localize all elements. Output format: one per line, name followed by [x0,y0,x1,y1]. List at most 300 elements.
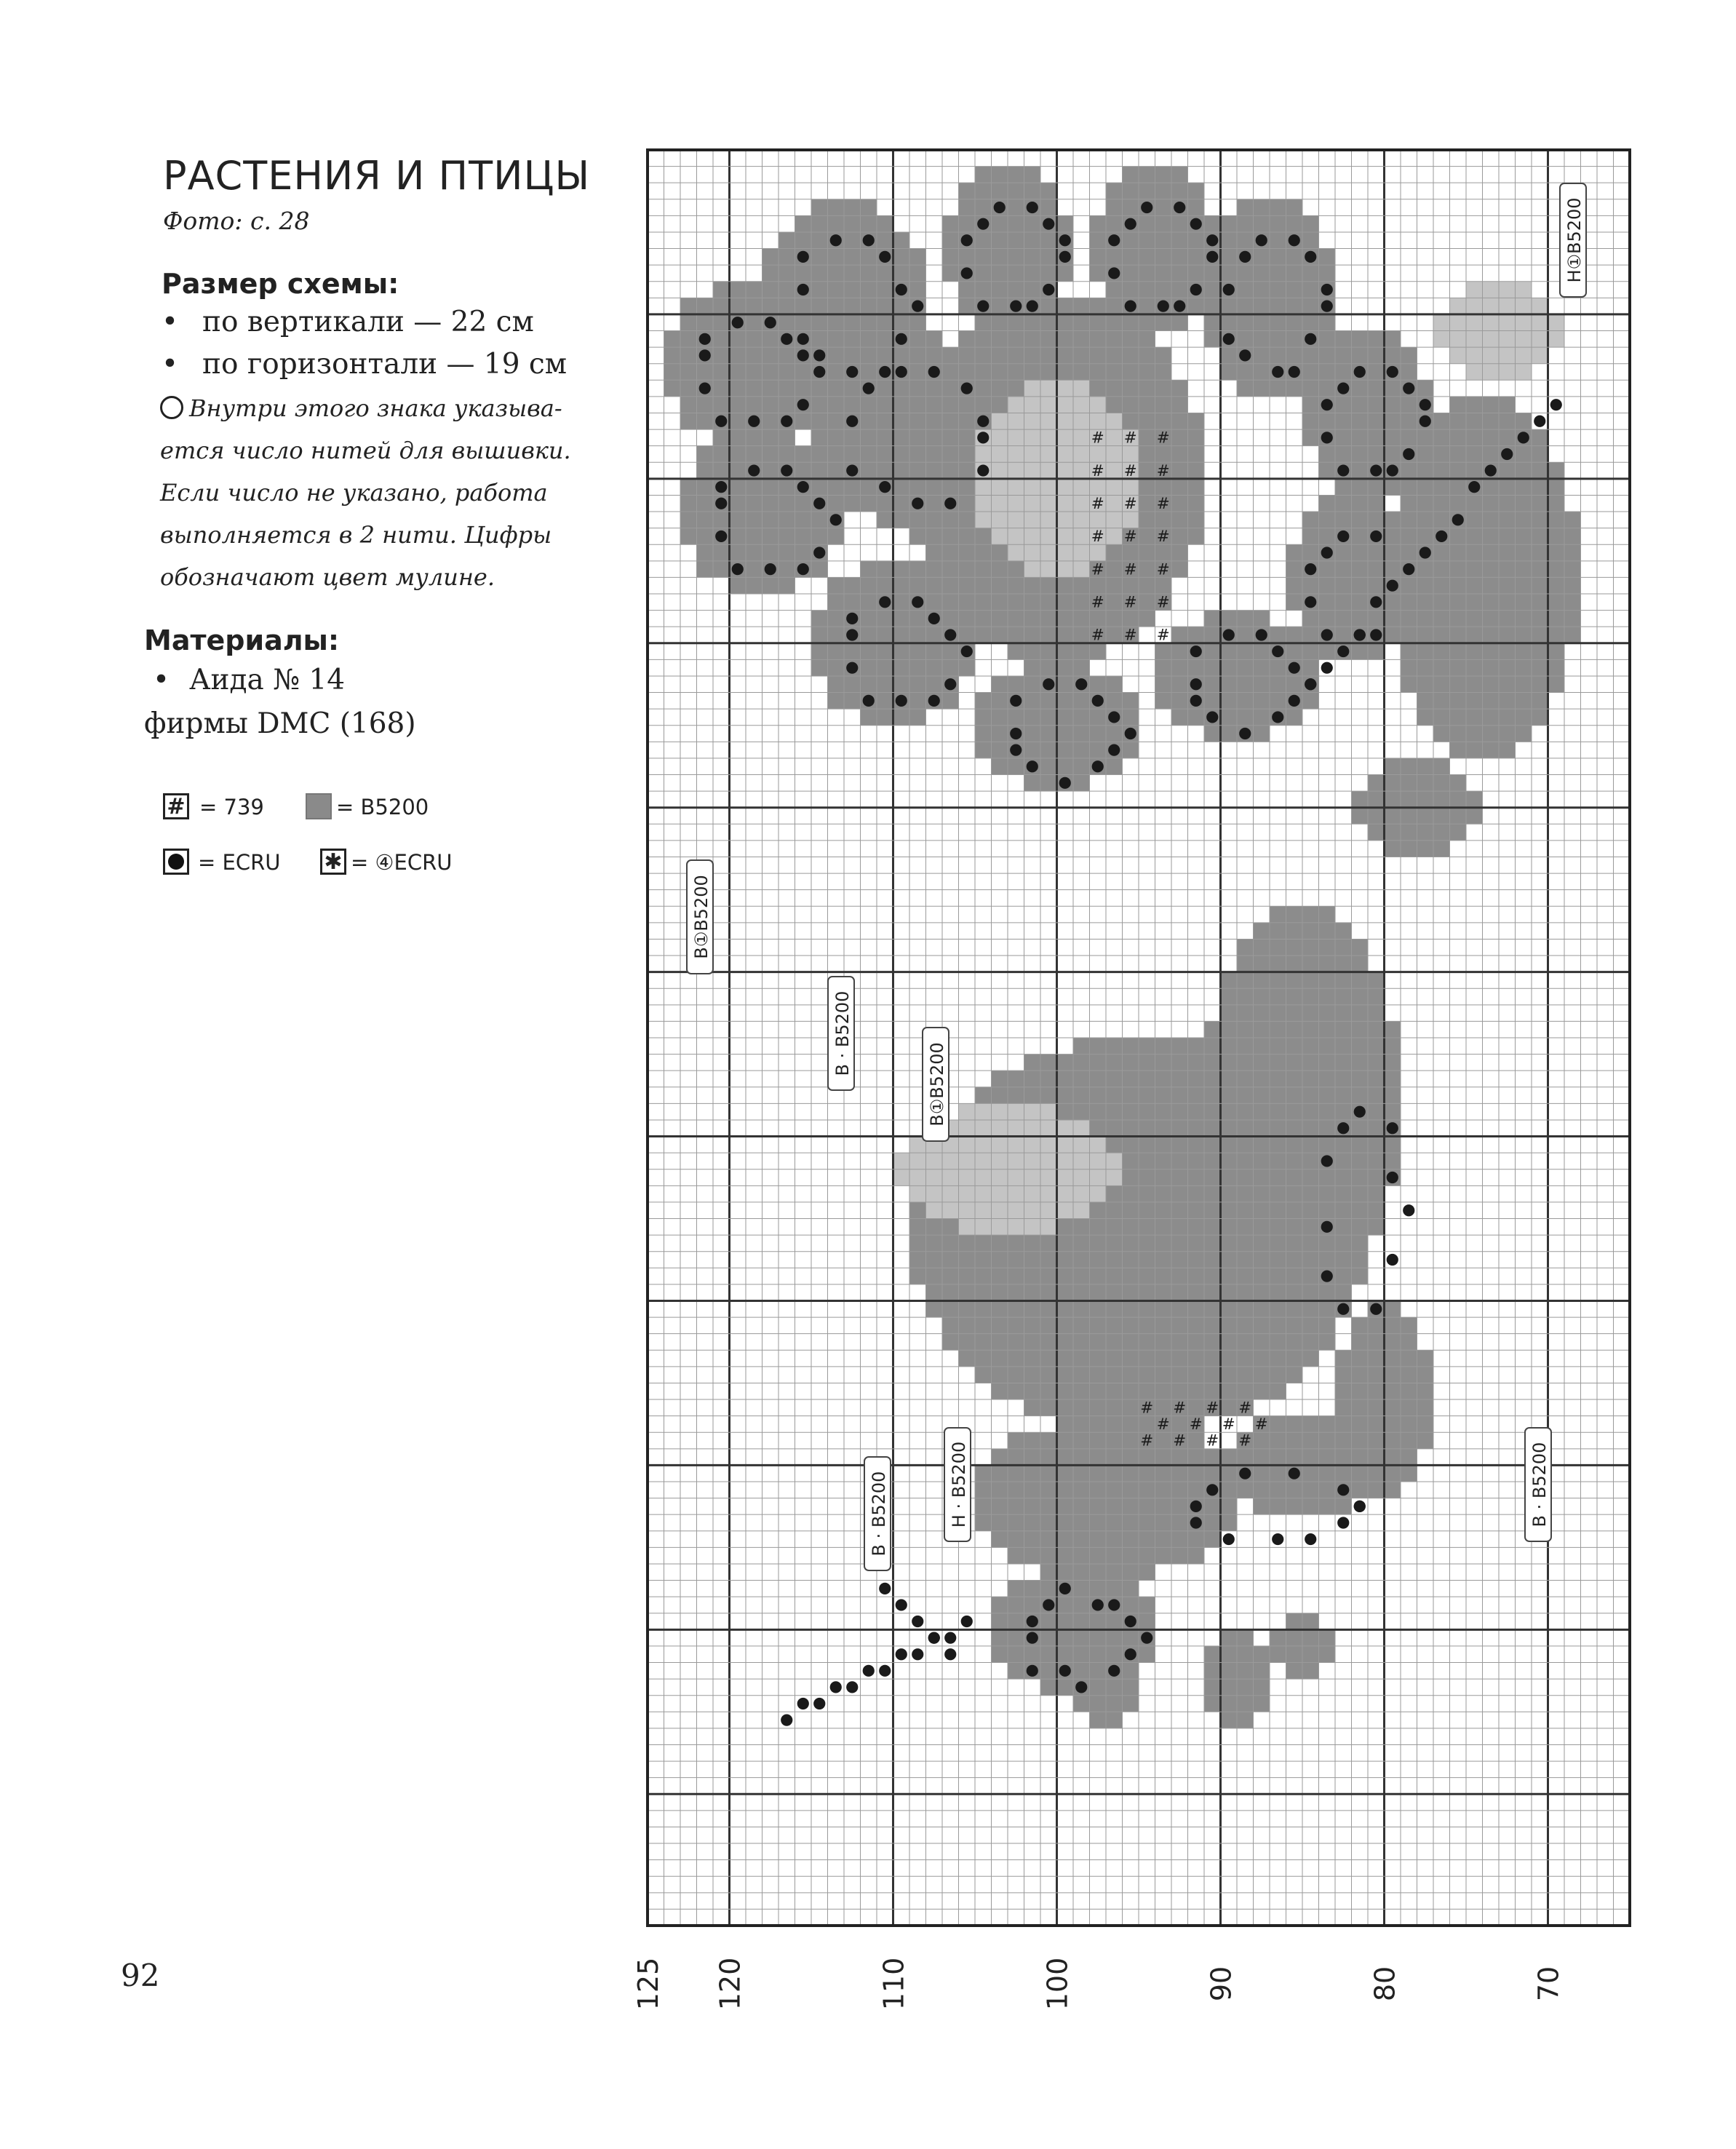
bird-body-b5200 [1270,1317,1286,1334]
bird-body-b5200 [942,1252,959,1268]
bird-body-b5200 [1106,1070,1123,1087]
petal-b5200 [1302,643,1319,660]
petal-b5200 [1254,199,1270,216]
ecru-stitch [1321,547,1333,558]
bird-body-b5200 [1106,1350,1123,1367]
bird-tail-b5200 [1073,1432,1090,1449]
callout-text: B · B5200 [832,990,853,1076]
ecru-stitch [879,596,891,608]
bird-body-b5200 [1171,1317,1188,1334]
bird-body-b5200 [1073,1350,1090,1367]
bird-wing-light [926,1169,943,1186]
leaf-b5200 [1564,544,1581,561]
bird-body-b5200 [1139,1367,1155,1383]
petal-b5200 [795,544,812,561]
berry-b5200 [1319,1629,1336,1646]
bird-tail-b5200 [1204,1498,1221,1515]
petal-b5200 [811,397,828,413]
bird-body-b5200 [1204,1185,1221,1202]
ecru-stitch [1059,251,1071,263]
petal-b5200 [1319,561,1336,578]
bird-body-b5200 [1188,1383,1205,1399]
petal-b5200 [1008,183,1024,199]
ecru-stitch [961,382,973,394]
bird-body-b5200 [1221,1284,1238,1301]
flower-center-b5200 [1171,413,1188,429]
bird-wing-light [1057,1120,1074,1137]
bird-tail-b5200 [1106,1482,1123,1498]
bird-body-b5200 [975,1367,992,1383]
flower-center-b5200 [942,462,959,479]
bird-body-b5200 [1237,1268,1254,1284]
petal-b5200 [1221,314,1238,331]
bird-wing-b5200 [1270,906,1286,923]
berry-b5200 [1254,1663,1270,1680]
bird-wing-b5200 [1237,1252,1254,1268]
flower-center-b5200 [975,594,992,611]
bird-head-b5200 [1319,1432,1336,1449]
petal-b5200 [975,183,992,199]
bird-body-b5200 [1057,1334,1074,1351]
bird-body-b5200 [1139,1153,1155,1169]
ecru-stitch [879,481,891,493]
leaf-light [1466,347,1483,364]
bird-wing-b5200 [1270,1219,1286,1236]
leaf-b5200 [1466,742,1483,758]
flower-center-light [1057,413,1074,429]
bird-wing-b5200 [1368,1103,1385,1120]
petal-b5200 [713,314,730,331]
leaf-b5200 [1564,561,1581,578]
flower-center-b5200 [1188,528,1205,545]
leaf-b5200 [1417,577,1434,594]
petal-b5200 [763,282,779,298]
petal-b5200 [1024,265,1041,282]
bird-wing-light [1008,1120,1024,1137]
bird-wing-light [992,1120,1008,1137]
flower-center-light [1073,544,1090,561]
flower-center-light [1106,512,1123,528]
bird-body-b5200 [1106,1120,1123,1137]
petal-b5200 [1024,167,1041,183]
petal-b5200 [926,577,943,594]
bird-body-b5200 [1008,1284,1024,1301]
petal-b5200 [1254,298,1270,314]
bird-neck-b5200 [1401,1416,1417,1433]
petal-b5200 [1270,347,1286,364]
bird-body-b5200 [975,1350,992,1367]
petal-b5200 [1385,331,1401,348]
bird-wing-b5200 [1286,1252,1303,1268]
bird-wing-light [926,1185,943,1202]
berry-b5200 [1073,1646,1090,1663]
petal-b5200 [1302,512,1319,528]
petal-b5200 [992,298,1008,314]
bird-body-b5200 [1204,1367,1221,1383]
ecru-stitch [961,646,973,657]
bird-tail-b5200 [1090,1564,1107,1581]
leaf-b5200 [1433,495,1450,512]
petal-b5200 [877,611,893,627]
petal-b5200 [959,249,976,266]
petal-b5200 [1171,282,1188,298]
leaf-b5200 [1433,512,1450,528]
bird-tail-b5200 [1139,1514,1155,1531]
bird-wing-b5200 [1302,1268,1319,1284]
flower-center-b5200 [1139,544,1155,561]
petal-b5200 [942,265,959,282]
flower-center-b5200 [992,611,1008,627]
flower-center-light [1073,462,1090,479]
stitch-739: # [1091,626,1104,645]
leaf-b5200 [1499,577,1516,594]
ecru-stitch [1272,646,1283,657]
petal-b5200 [1368,380,1385,397]
bird-body-b5200 [1286,1367,1303,1383]
flower-center-light [992,495,1008,512]
bird-wing-b5200 [1254,1054,1270,1071]
bird-body-b5200 [1188,1137,1205,1153]
leaf-b5200 [1417,791,1434,808]
ecru-stitch [1321,432,1333,443]
petal-b5200 [893,429,910,446]
bird-wing-b5200 [1385,1087,1401,1104]
bird-body-b5200 [1040,1350,1057,1367]
bird-body-b5200 [975,1235,992,1252]
flower-center-light [1106,495,1123,512]
leaf-b5200 [1433,462,1450,479]
petal-b5200 [1171,265,1188,282]
flower-center-b5200 [942,544,959,561]
petal-b5200 [1368,479,1385,496]
bird-wing-b5200 [1270,1103,1286,1120]
petal-b5200 [926,643,943,660]
bird-body-b5200 [1171,1383,1188,1399]
petal-b5200 [844,347,861,364]
flower-center-b5200 [1073,611,1090,627]
petal-b5200 [959,215,976,232]
petal-b5200 [893,676,910,693]
leaf-b5200 [1433,693,1450,710]
leaf-b5200 [1516,627,1532,643]
bird-wing-b5200 [1221,1185,1238,1202]
bird-wing-b5200 [1302,1202,1319,1219]
flower-center-light [1040,413,1057,429]
bird-tail-b5200 [1139,1531,1155,1548]
flower-center-light [1057,380,1074,397]
leaf-b5200 [1368,808,1385,825]
bird-wing-b5200 [1319,1235,1336,1252]
petal-b5200 [1319,249,1336,266]
ecru-stitch [1305,563,1316,575]
petal-b5200 [1188,265,1205,282]
petal-b5200 [992,232,1008,249]
petal-b5200 [1221,611,1238,627]
leaf-light [1516,298,1532,314]
petal-b5200 [877,659,893,676]
petal-b5200 [1335,331,1352,348]
leaf-b5200 [1532,429,1548,446]
berry-b5200 [1237,1629,1254,1646]
flower-center-b5200 [992,397,1008,413]
bird-body-b5200 [1040,1087,1057,1104]
petal-b5200 [1254,709,1270,726]
bird-wing-light [1040,1137,1057,1153]
petal-b5200 [1155,215,1172,232]
leaf-light [1466,282,1483,298]
ecru-stitch [1305,251,1316,263]
leaf-light [1499,347,1516,364]
leaf-b5200 [1466,709,1483,726]
bird-body-b5200 [1155,1054,1172,1071]
berry-b5200 [1090,1629,1107,1646]
callout-text: B①B5200 [691,875,712,959]
flower-center-b5200 [1171,561,1188,578]
flower-center-b5200 [1155,364,1172,381]
bird-wing-light [893,1169,910,1186]
petal-b5200 [861,676,877,693]
bird-wing-b5200 [1302,1284,1319,1301]
petal-b5200 [779,561,795,578]
flower-center-light [1057,479,1074,496]
flower-center-b5200 [959,611,976,627]
leaf-b5200 [1499,627,1516,643]
bird-tail-b5200 [1106,1416,1123,1433]
bird-wing-light [992,1103,1008,1120]
petal-b5200 [1286,331,1303,348]
petal-b5200 [713,331,730,348]
bird-body-b5200 [1057,1087,1074,1104]
bird-wing-b5200 [1335,1137,1352,1153]
bird-tail-b5200 [1123,1498,1139,1515]
ecru-stitch [944,678,956,690]
bird-body-b5200 [1024,1235,1041,1252]
ecru-stitch [1403,448,1414,460]
ecru-stitch [748,464,760,476]
ecru-stitch [1420,547,1431,558]
bird-tail-b5200 [1171,1449,1188,1466]
leaf-b5200 [1450,824,1467,841]
leaf-b5200 [1564,627,1581,643]
petal-b5200 [1237,627,1254,643]
petal-b5200 [1368,544,1385,561]
bird-wing-b5200 [1335,988,1352,1005]
flower-center-b5200 [992,364,1008,381]
bird-body-b5200 [1171,1185,1188,1202]
bird-neck-b5200 [1385,1300,1401,1317]
bird-head-b5200 [1286,1482,1303,1498]
petal-b5200 [730,479,746,496]
petal-b5200 [779,528,795,545]
petal-b5200 [828,693,845,710]
leaf-b5200 [1450,742,1467,758]
petal-b5200 [1057,659,1074,676]
bird-neck-b5200 [1401,1399,1417,1416]
bird-head-b5200 [1302,1498,1319,1515]
bird-wing-b5200 [1286,1103,1303,1120]
petal-b5200 [697,364,714,381]
petal-b5200 [811,314,828,331]
bird-head-b5200 [1254,1432,1270,1449]
petal-b5200 [877,331,893,348]
bird-body-b5200 [1155,1235,1172,1252]
ecru-stitch [813,1698,825,1709]
leaf-b5200 [1433,446,1450,463]
bird-wing-b5200 [1302,939,1319,956]
bird-wing-b5200 [1254,1021,1270,1038]
bird-tail-b5200 [1040,1564,1057,1581]
ecru-stitch [1256,234,1267,246]
bird-tail-b5200 [992,1646,1008,1663]
bird-tail-b5200 [1057,1416,1074,1433]
flower-center-b5200 [959,331,976,348]
petal-b5200 [1286,561,1303,578]
petal-b5200 [861,479,877,496]
petal-b5200 [828,199,845,216]
petal-b5200 [697,479,714,496]
ecru-stitch [994,202,1006,213]
leaf-b5200 [1548,611,1565,627]
petal-b5200 [1335,397,1352,413]
petal-b5200 [730,577,746,594]
ecru-stitch [1059,1583,1071,1594]
bird-wing-b5200 [1335,1268,1352,1284]
petal-b5200 [1090,215,1107,232]
petal-b5200 [926,331,943,348]
flower-center-light [1073,512,1090,528]
bird-tail-b5200 [1139,1564,1155,1581]
bird-body-b5200 [1204,1202,1221,1219]
flower-center-b5200 [1024,331,1041,348]
petal-b5200 [811,512,828,528]
bird-body-b5200 [1008,1317,1024,1334]
bird-body-b5200 [1024,1087,1041,1104]
bird-body-b5200 [1123,1153,1139,1169]
bird-body-b5200 [1221,1235,1238,1252]
petal-b5200 [1335,611,1352,627]
petal-b5200 [1155,676,1172,693]
petal-b5200 [877,232,893,249]
bird-body-b5200 [1008,1383,1024,1399]
ecru-stitch [1108,744,1120,756]
leaf-b5200 [1352,791,1369,808]
leaf-b5200 [1433,758,1450,775]
ecru-stitch [1272,711,1283,723]
bird-wing-light [942,1169,959,1186]
flower-center-b5200 [1057,347,1074,364]
petal-b5200 [1188,232,1205,249]
ecru-stitch [1354,1106,1366,1118]
petal-b5200 [1368,577,1385,594]
petal-b5200 [1254,331,1270,348]
petal-b5200 [877,627,893,643]
bird-wing-light [926,1153,943,1169]
flower-center-light [992,462,1008,479]
petal-b5200 [1155,282,1172,298]
bird-wing-b5200 [1286,1202,1303,1219]
bird-body-b5200 [959,1284,976,1301]
ecru-stitch [797,399,809,410]
bird-body-b5200 [1188,1334,1205,1351]
leaf-b5200 [1433,643,1450,660]
petal-b5200 [1073,726,1090,742]
petal-b5200 [861,298,877,314]
ecru-stitch [1125,1616,1136,1627]
bird-head-b5200 [1319,1498,1336,1515]
bird-body-b5200 [1106,1252,1123,1268]
petal-b5200 [730,331,746,348]
ecru-stitch [830,1681,842,1693]
bird-body-b5200 [1221,1399,1238,1416]
petal-b5200 [1302,364,1319,381]
leaf-b5200 [1499,397,1516,413]
petal-b5200 [664,380,681,397]
ecru-stitch [1043,218,1054,230]
petal-b5200 [893,577,910,594]
petal-b5200 [877,693,893,710]
bird-wing-light [909,1169,926,1186]
x-axis-tick-label: 110 [877,1957,910,2011]
bird-tail-b5200 [1040,1432,1057,1449]
leaf-b5200 [1548,495,1565,512]
bird-body-b5200 [942,1219,959,1236]
flower-center-b5200 [1139,577,1155,594]
stitch-739: # [1123,626,1137,645]
ecru-stitch [1043,678,1054,690]
ecru-stitch [846,629,858,640]
bird-body-b5200 [1139,1334,1155,1351]
ecru-stitch [944,1632,956,1644]
bird-body-b5200 [1073,1038,1090,1054]
bird-tail-b5200 [1139,1482,1155,1498]
petal-b5200 [1057,742,1074,758]
leaf-b5200 [1483,446,1500,463]
petal-b5200 [1106,282,1123,298]
bird-body-b5200 [1040,1367,1057,1383]
petal-b5200 [909,347,926,364]
leaf-b5200 [1516,594,1532,611]
callout-text: B · B5200 [1529,1442,1550,1528]
ecru-stitch [1436,531,1447,542]
flower-center-light [1090,413,1107,429]
petal-b5200 [1024,215,1041,232]
bird-tail-b5200 [1008,1498,1024,1515]
petal-b5200 [713,282,730,298]
bird-wing-b5200 [1286,1038,1303,1054]
ecru-stitch [1206,711,1218,723]
ecru-stitch [1223,284,1235,295]
bird-body-b5200 [1090,1038,1107,1054]
bird-body-b5200 [1024,1300,1041,1317]
ecru-stitch [846,613,858,624]
petal-b5200 [1319,446,1336,463]
bird-body-b5200 [1123,1367,1139,1383]
leaf-b5200 [1433,726,1450,742]
bird-body-b5200 [1204,1317,1221,1334]
bird-body-b5200 [992,1252,1008,1268]
leaf-b5200 [1516,659,1532,676]
petal-b5200 [1352,462,1369,479]
bird-body-b5200 [1155,1087,1172,1104]
petal-b5200 [909,709,926,726]
bird-body-b5200 [959,1252,976,1268]
bird-wing-b5200 [1270,1087,1286,1104]
flower-center-b5200 [992,627,1008,643]
petal-b5200 [1008,709,1024,726]
leaf-b5200 [1499,594,1516,611]
flower-center-light [1040,528,1057,545]
leaf-light [1433,314,1450,331]
